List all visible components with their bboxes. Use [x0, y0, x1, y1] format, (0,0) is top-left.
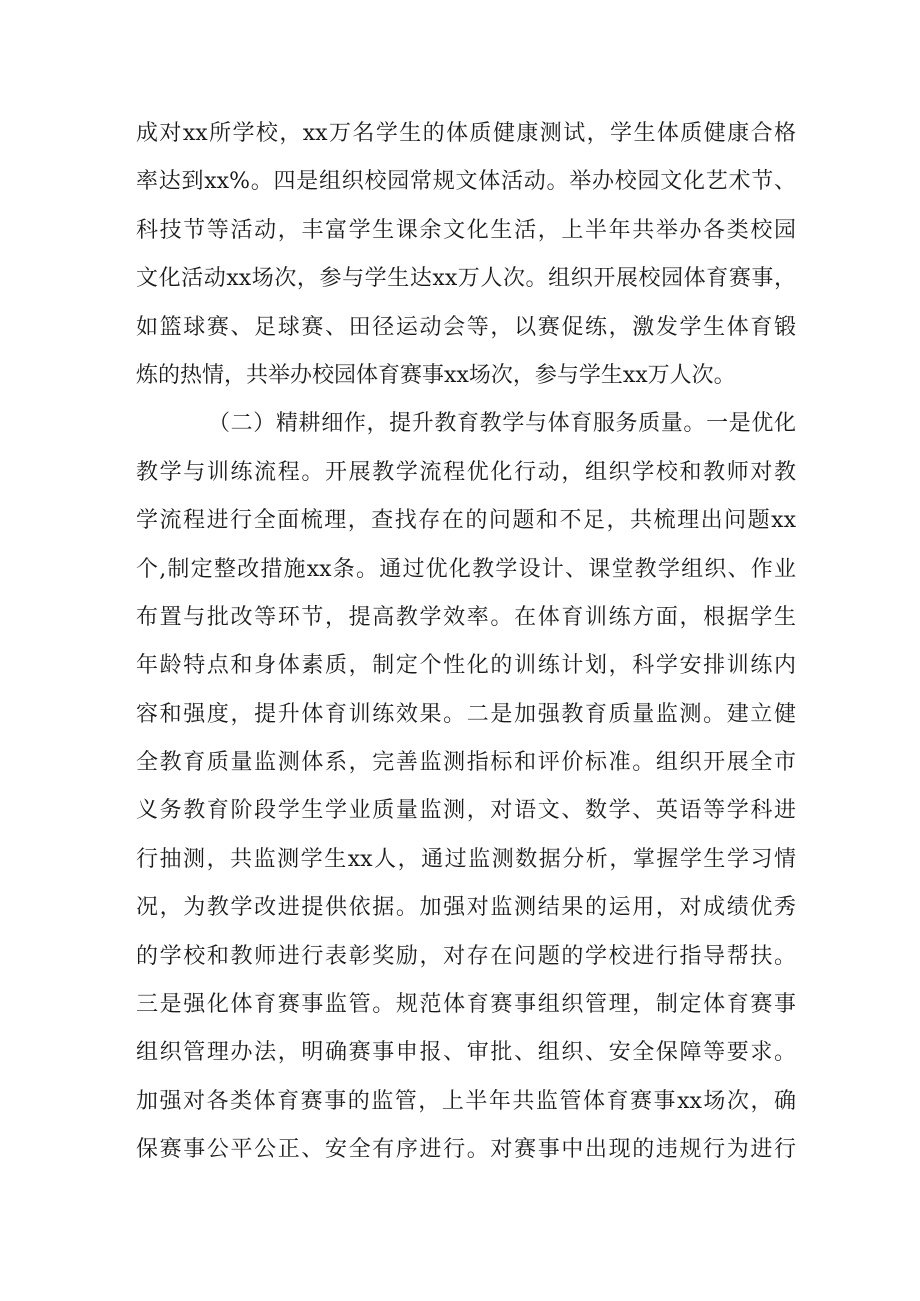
text-line: 全教育质量监测体系，完善监测指标和评价标准。组织开展全市 — [136, 750, 796, 776]
text-line: 炼的热情，共举办校园体育赛事xx场次，参与学生xx万人次。 — [136, 362, 736, 388]
text-line: 文化活动xx场次，参与学生达xx万人次。组织开展校园体育赛事， — [136, 266, 796, 292]
text-line: 行抽测，共监测学生xx人，通过监测数据分析，掌握学生学习情 — [136, 846, 796, 872]
body-text — [136, 110, 796, 1175]
text-line: 三是强化体育赛事监管。规范体育赛事组织管理，制定体育赛事 — [136, 992, 796, 1018]
text-line: 科技节等活动，丰富学生课余文化生活，上半年共举办各类校园 — [136, 217, 796, 243]
text-line: 组织管理办法，明确赛事申报、审批、组织、安全保障等要求。 — [136, 1040, 796, 1066]
text-line: 保赛事公平公正、安全有序进行。对赛事中出现的违规行为进行 — [136, 1137, 796, 1163]
text-line: 率达到xx%。四是组织校园常规文体活动。举办校园文化艺术节、 — [136, 169, 796, 195]
text-line: 个,制定整改措施xx条。通过优化教学设计、课堂教学组织、作业 — [136, 556, 796, 582]
text-line: 的学校和教师进行表彰奖励，对存在问题的学校进行指导帮扶。 — [136, 943, 796, 969]
text-line: 年龄特点和身体素质，制定个性化的训练计划，科学安排训练内 — [136, 653, 796, 679]
text-line: 教学与训练流程。开展教学流程优化行动，组织学校和教师对教 — [136, 459, 796, 485]
section-heading-line: （二）精耕细作，提升教育教学与体育服务质量。一是优化 — [208, 411, 796, 437]
text-line: 如篮球赛、足球赛、田径运动会等，以赛促练，激发学生体育锻 — [136, 314, 796, 340]
text-line: 布置与批改等环节，提高教学效率。在体育训练方面，根据学生 — [136, 604, 796, 630]
text-line: 况，为教学改进提供依据。加强对监测结果的运用，对成绩优秀 — [136, 895, 796, 921]
text-line: 成对xx所学校，xx万名学生的体质健康测试，学生体质健康合格 — [136, 121, 796, 146]
text-line: 学流程进行全面梳理，查找存在的问题和不足，共梳理出问题xx — [136, 508, 796, 534]
text-line: 加强对各类体育赛事的监管，上半年共监管体育赛事xx场次，确 — [136, 1088, 796, 1114]
text-line: 容和强度，提升体育训练效果。二是加强教育质量监测。建立健 — [136, 701, 796, 727]
text-line: 义务教育阶段学生学业质量监测，对语文、数学、英语等学科进 — [136, 798, 796, 824]
